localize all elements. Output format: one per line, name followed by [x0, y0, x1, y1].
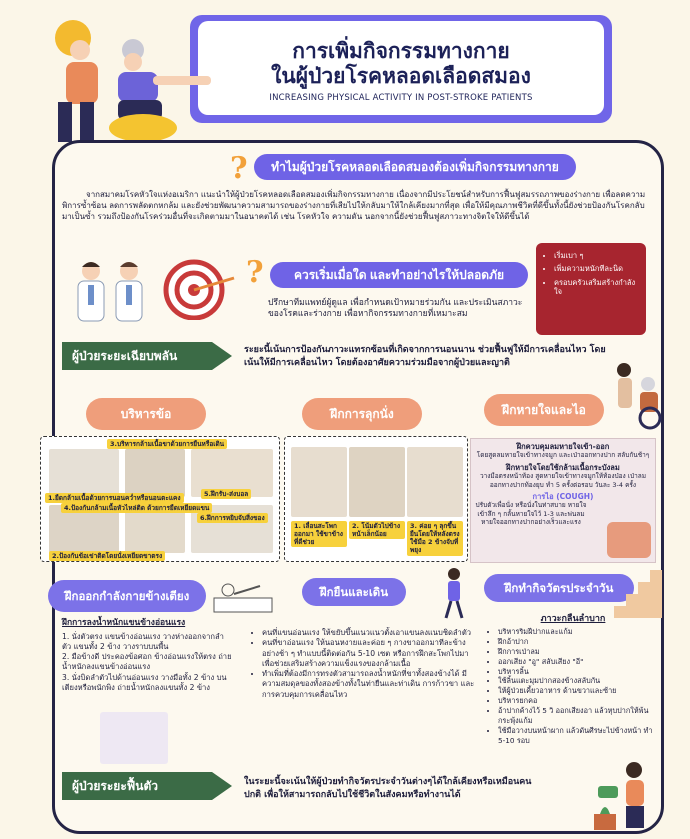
daily-item: • ฝึกการเป่าลม: [498, 647, 658, 657]
breathing-panel: [470, 438, 656, 563]
walking-illustration: [436, 566, 472, 620]
question-mark-icon-2: ?: [246, 255, 264, 290]
phase-recovery-label: ผู้ป่วยระยะฟื้นตัว: [72, 779, 159, 793]
joint-tag-3: 3.บริหารกล้ามเนื้อขาด้วยการยืนหรือเดิน: [107, 439, 227, 449]
title-line-2: ในผู้ป่วยโรคหลอดเลือดสมอง: [271, 64, 531, 89]
muscle-column: [62, 618, 232, 693]
muscle-subheading: ฝึกการลงน้ำหนักแขนข้างอ่อนแรง: [62, 618, 186, 628]
section-muscle: ฝึกออกกำลังกายข้างเตียง: [48, 580, 206, 612]
joint-tag-6: 6.ฝึกการหยิบจับสิ่งของ: [197, 513, 268, 523]
phase-acute-arrow: [62, 342, 232, 370]
tip-item: • ครอบครัวเสริมสร้างกำลังใจ: [554, 278, 638, 297]
exercise-image: [125, 449, 185, 497]
daily-column: [488, 614, 658, 745]
cough-illustration: [607, 522, 651, 558]
section-joint: บริหารข้อ: [86, 398, 206, 430]
situp-image-1: [291, 447, 347, 517]
why-paragraph: จากสมาคมโรคหัวใจแห่งอเมริกา แนะนำให้ผู้ป่วยโรคหลอดเลือดสมองเพิ่มกิจกรรมทางกาย เนื่องจากมีประโยชน์สำหรับการฟื้นฟูสมรรถภาพของร่างกาย เพื่อลดความพิการซ้ำซ้อน ลดการพลัดตกหกล้ม และยังช่วยพัฒนาความสามารถของร่างกายที่เสียไปให้กลับมาให้ใกล้เคียงมากที่สุด เพื่อให้มีคุณภาพชีวิตที่ดีขึ้นทั้งนี้ยังช่วยป้องกันโรคกลับมาเป็นซ้ำ รวมถึงป้องกันโรคร่วมอื่นที่จะเกิดตามมาในอนาคตได้ เช่น โรคหัวใจ ความดัน นอกจากนี้ยังช่วยฟื้นฟูสภาวะทางจิตใจให้ดีขึ้นได้: [62, 190, 646, 221]
walk-item: • ทำเพิ่มที่ต้องมีการทรงตัวสามารถลงน้ำหนักที่ขาทั้งสองข้างได้ มีความสมดุลของทั้งสองข้างทั้งในท่ายืนและท่าเดิน การก้าวขา และการควบคุมการเคลื่อนไหว: [262, 669, 476, 700]
chair-exercise-illustration: [100, 712, 168, 764]
daily-item: • บริหารริมฝีปากและแก้ม: [498, 627, 658, 637]
daily-item: • ออกเสียง "อู" สลับเสียง "อี": [498, 657, 658, 667]
situp-tag-1: 1. เลื่อนสะโพกออกมา ใช้ขาข้างที่ดีช่วย: [291, 521, 347, 547]
daily-item: • ใช้ลิ้นแตะมุมปากสองข้างสลับกัน: [498, 676, 658, 686]
why-heading: ทำไมผู้ป่วยโรคหลอดเลือดสมองต้องเพิ่มกิจกรรมทางกาย: [254, 154, 576, 180]
situp-tag-2: 2. โน้มตัวไปข้างหน้าเล็กน้อย: [349, 521, 405, 539]
section-walk: ฝึกยืนและเดิน: [302, 578, 406, 606]
muscle-item: 3. นั่งบิดลำตัวไปด้านอ่อนแรง วางมือทั้ง 2 ข้าง บนเตียงหรือพนักพิง ถ่ายน้ำหนักลงแขนทั้ง 2 ข้าง: [62, 672, 227, 692]
gardening-illustration: [588, 758, 660, 832]
walk-item: • คนที่แขนอ่อนแรง ให้ขยับขึ้นแนวแนวตั้งเอาแขนลงแนบชิดลำตัว: [262, 628, 476, 638]
target-icon: [160, 258, 238, 320]
daily-item: • ฝึกอ้าปาก: [498, 637, 658, 647]
wheelchair-illustration: [610, 360, 666, 430]
therapist-patient-illustration: [18, 10, 228, 145]
daily-item: • ใช้มือวางบนหน้าผาก แล้วดันศีรษะไปข้างหน้า ทำ 5-10 รอบ: [498, 726, 658, 746]
daily-item: • บริหารยกคอ: [498, 696, 658, 706]
phase-acute-label: ผู้ป่วยระยะเฉียบพลัน: [72, 349, 178, 363]
doctors-illustration: [66, 257, 156, 332]
daily-item: • ให้ผู้ป่วยเคี้ยวอาหาร ด้านขวาและซ้าย: [498, 686, 658, 696]
title-card: [198, 21, 604, 115]
question-mark-icon: ?: [230, 151, 248, 186]
situp-panel: [284, 436, 468, 562]
joint-tag-2: 2.ป้องกันข้อเข่าติดโดยนั่งเหยียดขาตรง: [49, 551, 165, 561]
situp-image-2: [349, 447, 405, 517]
exercise-image: [49, 449, 119, 497]
breath-body-2: วางมือตรงหน้าท้อง สูดหายใจเข้าทางจมูกให้ท้องป่อง เป่าลมออกทางปากท้องยุบ ทำ 5 ครั้งต่อรอบ วันละ 3-4 ครั้ง: [479, 472, 647, 489]
breath-heading-2: ฝึกหายใจโดยใช้กล้ามเนื้อกระบังลม: [506, 462, 620, 472]
bedside-exercise-illustration: [210, 568, 276, 622]
situp-tag-3: 3. ค่อย ๆ ลุกขึ้นยืนโดยให้หลังตรง ใช้มือ 2 ข้างจับที่พยุง: [407, 521, 463, 556]
section-daily: ฝึกทำกิจวัตรประจำวัน: [484, 574, 634, 602]
phase-recovery-text: ในระยะนี้จะเน้นให้ผู้ป่วยทำกิจวัตรประจำวันต่างๆได้ใกล้เคียงหรือเหมือนคนปกติ เพื่อให้สามารถกลับไปใช้ชีวิตในสังคมหรือทำงานได้: [244, 777, 532, 801]
when-heading: ควรเริ่มเมื่อใด และทำอย่างไรให้ปลอดภัย: [270, 262, 528, 288]
joint-tag-5: 5.ฝึกรับ-ส่งบอล: [201, 489, 251, 499]
breath-body-3: ปรับตัวเพื่อนั่ง หรือนั่งในท่าสบาย หายใจเข้าลึก ๆ กลั้นหายใจไว้ 1-3 และพ่นลมหายใจออกทางปากอย่างเร็วและแรง: [475, 501, 587, 527]
muscle-item: 2. มือข้างดี ประคองข้อศอก ข้างอ่อนแรงให้ตรง ถ่ายน้ำหนักลงแขนข้างอ่อนแรง: [62, 652, 232, 672]
daily-subheading: ภาวะกลืนลำบาก: [540, 614, 606, 624]
phase-recovery-arrow: [62, 772, 232, 800]
when-paragraph: ปรึกษาทีมแพทย์ผู้ดูแล เพื่อกำหนดเป้าหมายร่วมกัน และประเมินสภาวะของโรคและร่างกาย เพื่อหากิจกรรมทางกายที่เหมาะสม: [268, 298, 523, 320]
section-breath: ฝึกหายใจและไอ: [484, 394, 604, 426]
subtitle: INCREASING PHYSICAL ACTIVITY IN POST-STROKE PATIENTS: [269, 93, 533, 104]
walk-item: • คนที่ขาอ่อนแรง ให้นอนหงายและค่อย ๆ กางขาออกมาทีละข้าง อย่างช้า ๆ ทำแบบนี้ติดต่อกัน 5-10 เซต หรือการฝึกสะโพกไปมา เพื่อช่วยเสริมสร้างความแข็งแรงของกล้ามเนื้อ: [262, 638, 476, 669]
tip-item: • เริ่มเบา ๆ: [554, 251, 638, 260]
daily-item: • บริหารลิ้น: [498, 667, 658, 677]
section-situp: ฝึกการลุกนั่ง: [302, 398, 422, 430]
title-line-1: การเพิ่มกิจกรรมทางกาย: [292, 39, 510, 63]
title-banner: [190, 15, 612, 123]
walk-column: [252, 628, 476, 700]
tip-item: • เพิ่มความหนักทีละนิด: [554, 264, 638, 273]
muscle-item: 1. นั่งตัวตรง แขนข้างอ่อนแรง วางห่างออกจากลำตัว แขนทั้ง 2 ข้าง วางราบบนพื้น: [62, 631, 224, 651]
daily-item: • อ้าปากค้างไว้ 5 วิ ออกเสียงอา แล้วหุบปากให้พ้นกระพุ้งแก้ม: [498, 706, 658, 726]
phase-acute-text: ระยะนี้เน้นการป้องกันภาวะแทรกซ้อนที่เกิดจากการนอนนาน ช่วยฟื้นฟูให้มีการเคลื่อนไหว โดยเน้นให้มีการเคลื่อนไหว โดยต้องอาศัยความร่วมมือจากผู้ป่วยและญาติ: [244, 345, 606, 369]
situp-image-3: [407, 447, 463, 517]
joint-tag-4: 4.ป้องกันกล้ามเนื้อหัวไหล่ติด ด้วยการยืดเหยียดแขน: [61, 503, 212, 513]
breath-heading-3: การไอ (COUGH): [532, 492, 594, 502]
stairs-illustration: [614, 568, 662, 618]
breath-heading-1: ฝึกควบคุมลมหายใจเข้า-ออก: [516, 442, 610, 451]
tips-box: [536, 243, 646, 335]
joint-exercise-panel: [40, 436, 280, 562]
joint-tag-1: 1.ยืดกล้ามเนื้อด้วยการนอนคว่ำหรือนอนตะแคง: [45, 493, 184, 503]
breath-body-1: โดยสูดลมหายใจเข้าทางจมูก และเป่าออกทางปาก สลับกันช้าๆ: [476, 451, 650, 460]
